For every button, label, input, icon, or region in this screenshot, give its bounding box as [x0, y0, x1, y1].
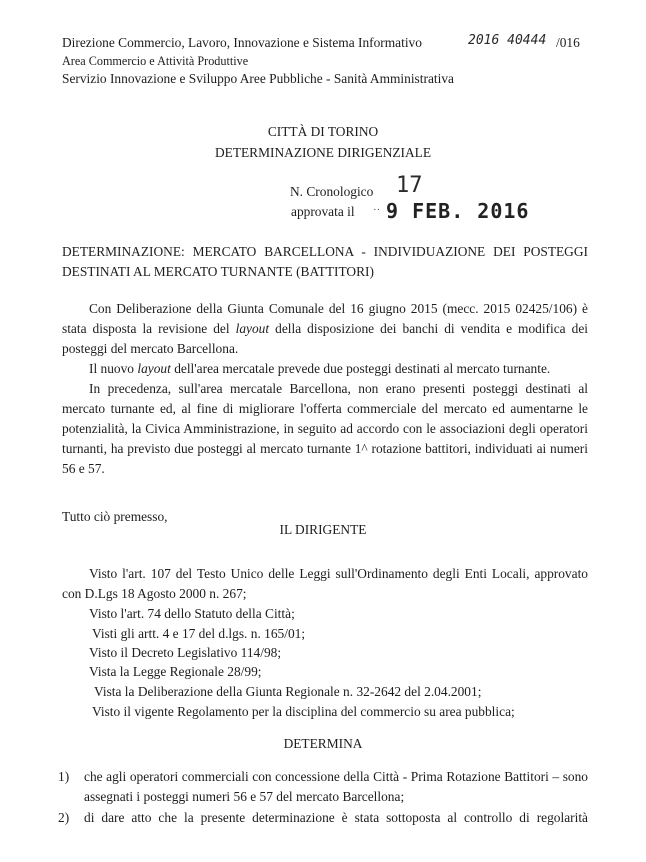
approval-date-stamp: 9 FEB. 2016: [386, 199, 530, 223]
paragraph-precedenza: In precedenza, sull'area mercatale Barcellona, non erano presenti posteggi destinati al mercato turnante ed, al fine di migliorare l'offerta commerciale del mercato ed aumentarne le potenzialità, la Civica Amministrazione, in seguito ad accordo con le associazioni degli operatori turnanti, ha previsto due posteggi al mercato turnante 1^ rotazione battitori, individuati ai numeri 56 e 57.: [62, 381, 588, 476]
item-2-line-1: di dare atto che la presente determinazione è stata sottoposta al controllo di regolarità: [84, 810, 588, 825]
premesso-line: Tutto ciò premesso,: [62, 509, 168, 524]
visto-statuto: Visto l'art. 74 dello Statuto della Città;: [89, 606, 295, 621]
visto-regolamento: Visto il vigente Regolamento per la disciplina del commercio su area pubblica;: [92, 704, 515, 719]
handwritten-reference: 2016 40444: [468, 33, 547, 48]
approvata-label: approvata il: [291, 204, 355, 219]
paragraph-nuovo-layout: Il nuovo layout dell'area mercatale prevede due posteggi destinati al mercato turnante.: [89, 361, 551, 376]
visti-artt: Visti gli artt. 4 e 17 del d.lgs. n. 165/01;: [92, 626, 306, 641]
item-1-line-2: assegnati i posteggi numeri 56 e 57 del mercato Barcellona;: [84, 789, 405, 804]
vista-legge: Vista la Legge Regionale 28/99;: [89, 664, 262, 679]
area-line: Area Commercio e Attività Produttive: [62, 54, 249, 68]
reference-suffix: /016: [556, 35, 580, 50]
vista-deliberazione-regionale: Vista la Deliberazione della Giunta Regionale n. 32-2642 del 2.04.2001;: [94, 684, 482, 699]
subject-line-2: DESTINATI AL MERCATO TURNANTE (BATTITORI): [62, 264, 374, 279]
city-title: CITTÀ DI TORINO: [267, 124, 379, 139]
stamp-mark: ··: [373, 204, 381, 216]
visto-decreto: Visto il Decreto Legislativo 114/98;: [89, 645, 282, 660]
visto-tuel-line-1: Visto l'art. 107 del Testo Unico delle Leggi sull'Ordinamento degli Enti Locali, approvato: [89, 566, 588, 581]
visto-tuel-line-2: con D.Lgs 18 Agosto 2000 n. 267;: [62, 586, 247, 601]
cronologico-number: 17: [396, 173, 423, 198]
service-line: Servizio Innovazione e Sviluppo Aree Pubbliche - Sanità Amministrativa: [62, 71, 454, 86]
item-1-line-1: che agli operatori commerciali con concessione della Città - Prima Rotazione Battitori – sono: [84, 769, 588, 784]
document-type: DETERMINAZIONE DIRIGENZIALE: [214, 145, 432, 160]
item-2-number: 2): [58, 810, 70, 825]
cronologico-label: N. Cronologico: [290, 184, 374, 199]
subject-line-1: DETERMINAZIONE: MERCATO BARCELLONA - INDIVIDUAZIONE DEI POSTEGGI: [62, 244, 588, 259]
department-line: Direzione Commercio, Lavoro, Innovazione e Sistema Informativo: [62, 35, 422, 50]
dirigente-heading: IL DIRIGENTE: [279, 522, 367, 537]
paragraph-deliberazione: Con Deliberazione della Giunta Comunale del 16 giugno 2015 (mecc. 2015 02425/106) è stata disposta la revisione del layout della disposizione dei banchi di vendita e modifica dei posteggi del mercato Barcellona.: [62, 301, 588, 356]
determina-heading: DETERMINA: [283, 736, 363, 751]
item-1-number: 1): [58, 769, 70, 784]
